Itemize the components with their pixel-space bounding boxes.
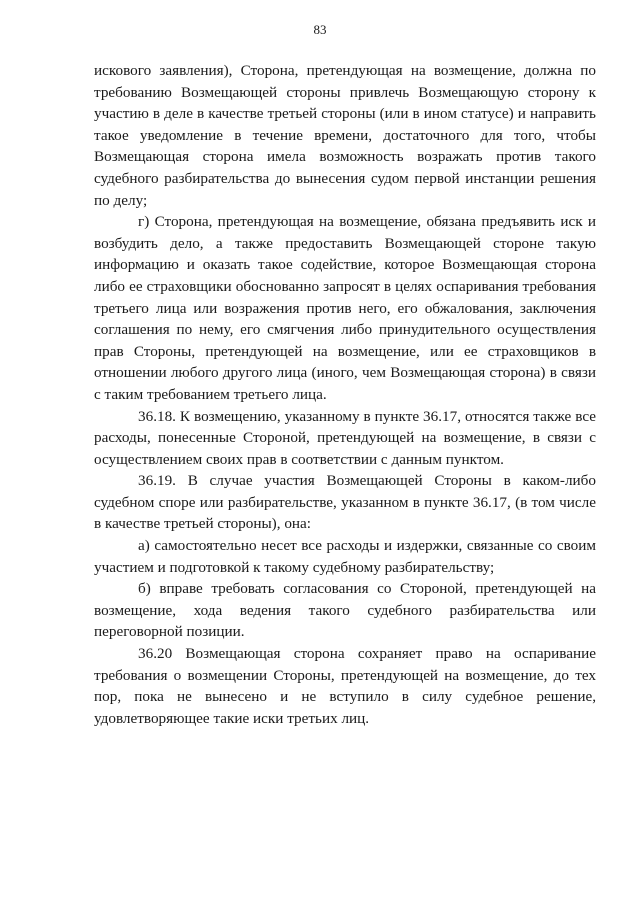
paragraph-36-20: 36.20 Возмещающая сторона сохраняет право на оспаривание требования о возмещении Стороны, претендующей на возмещение, до тех пор, пока не вынесено и не вступило в силу судебное решение, удовлетворяющее такие иски третьих лиц. <box>94 645 596 727</box>
paragraph-36-18: 36.18. К возмещению, указанному в пункте 36.17, относятся также все расходы, понесенные Стороной, претендующей на возмещение, в связи с осуществлением своих прав в соответствии с данным пунктом. <box>94 407 596 468</box>
paragraph-item-b: б) вправе требовать согласования со Стороной, претендующей на возмещение, хода ведения такого судебного разбирательства или переговорной позиции. <box>94 580 596 641</box>
page-number: 83 <box>313 22 327 37</box>
paragraph-36-19: 36.19. В случае участия Возмещающей Стороны в каком-либо судебном споре или разбирательстве, указанном в пункте 36.17, (в том числе в качестве третьей стороны), она: <box>94 472 596 533</box>
paragraph-item-a: а) самостоятельно несет все расходы и издержки, связанные со своим участием и подготовкой к такому судебному разбирательству; <box>94 537 596 576</box>
paragraph-continuation: искового заявления), Сторона, претендующая на возмещение, должна по требованию Возмещающей стороны привлечь Возмещающую сторону к участию в деле в качестве третьей стороны (или в ином статусе) и направить такое уведомление в течение времени, достаточного для того, чтобы Возмещающая сторона имела возможность возражать против такого судебного разбирательства до вынесения судом первой инстанции решения по делу; <box>94 62 596 209</box>
document-body <box>94 60 596 729</box>
paragraph-item-g: г) Сторона, претендующая на возмещение, обязана предъявить иск и возбудить дело, а также предоставить Возмещающей стороне такую информацию и оказать такое содействие, которое Возмещающая сторона либо ее страховщики обоснованно запросят в целях оспаривания требования третьего лица или возражения против него, его обжалования, заключения соглашения по нему, его смягчения либо принудительного осуществления прав Стороны, претендующей на возмещение, или ее страховщиков в отношении любого другого лица (иного, чем Возмещающая сторона) в связи с таким требованием третьего лица. <box>94 213 596 403</box>
